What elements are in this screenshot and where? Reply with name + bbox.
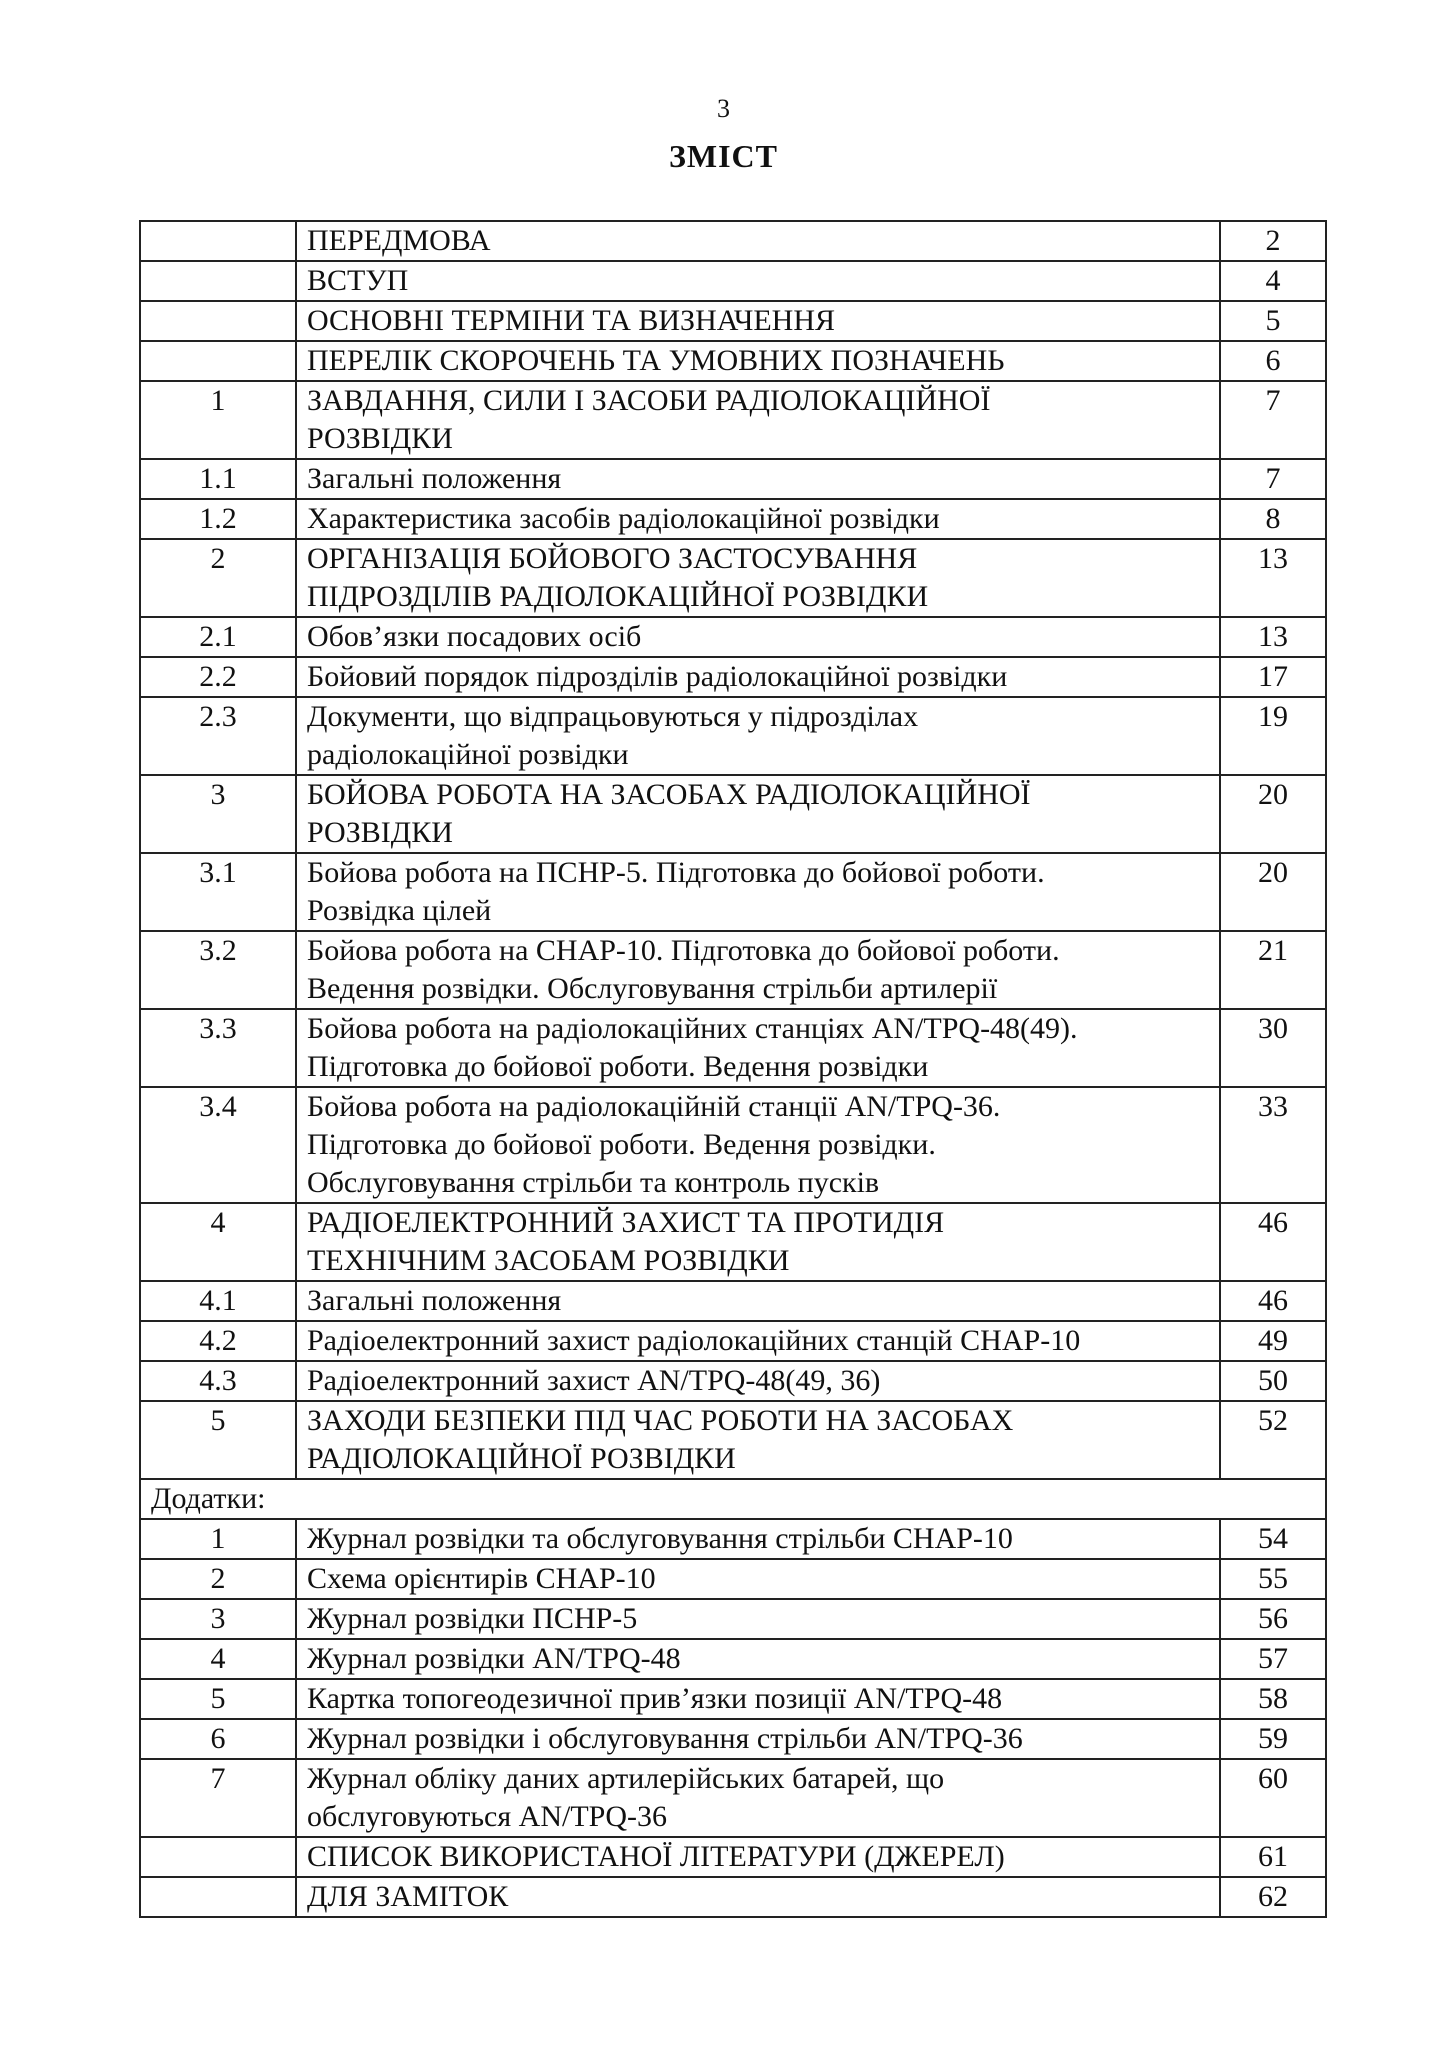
toc-body	[140, 221, 1326, 1917]
toc-row	[140, 381, 1326, 459]
section-title	[296, 697, 1220, 775]
section-number: 2.2	[140, 657, 296, 697]
section-title-line: Радіоелектронний захист радіолокаційних станцій СНАР-10	[307, 1324, 1081, 1357]
section-title-line: Загальні положення	[307, 1284, 562, 1317]
table-of-contents	[139, 220, 1327, 1918]
appendix-label: Додатки:	[140, 1479, 1326, 1519]
toc-row	[140, 221, 1326, 261]
section-title	[296, 341, 1220, 381]
section-title-line: Бойовий порядок підрозділів радіолокаційної розвідки	[307, 660, 1008, 693]
page-ref: 7	[1220, 459, 1326, 499]
section-title-line: Бойова робота на радіолокаційній станції AN/TPQ-36.	[307, 1090, 1001, 1123]
section-title-line: ПЕРЕЛІК СКОРОЧЕНЬ ТА УМОВНИХ ПОЗНАЧЕНЬ	[307, 344, 1005, 377]
closing-row	[140, 1877, 1326, 1917]
toc-row	[140, 301, 1326, 341]
section-title-line: ЗАВДАННЯ, СИЛИ І ЗАСОБИ РАДІОЛОКАЦІЙНОЇ	[307, 384, 991, 417]
section-number: 3	[140, 1599, 296, 1639]
toc-row	[140, 539, 1326, 617]
section-number: 5	[140, 1401, 296, 1479]
section-number: 4	[140, 1639, 296, 1679]
section-title	[296, 853, 1220, 931]
toc-row	[140, 341, 1326, 381]
section-title-line: Ведення розвідки. Обслуговування стрільби артилерії	[307, 972, 998, 1005]
section-title	[296, 1877, 1220, 1917]
page-number: 3	[717, 94, 730, 123]
section-title-line: РАДІОЛОКАЦІЙНОЇ РОЗВІДКИ	[307, 1442, 736, 1475]
section-number	[140, 1877, 296, 1917]
toc-row	[140, 1401, 1326, 1479]
page-ref: 54	[1220, 1519, 1326, 1559]
section-number: 2.3	[140, 697, 296, 775]
toc-row	[140, 459, 1326, 499]
section-title-line: Журнал розвідки та обслуговування стрільби СНАР-10	[307, 1522, 1013, 1555]
section-title-line: Підготовка до бойової роботи. Ведення розвідки.	[307, 1128, 936, 1161]
section-title-line: Обов’язки посадових осіб	[307, 620, 642, 653]
page-ref: 46	[1220, 1203, 1326, 1281]
toc-row	[140, 1361, 1326, 1401]
section-title-line: Підготовка до бойової роботи. Ведення розвідки	[307, 1050, 929, 1083]
section-title-line: радіолокаційної розвідки	[307, 738, 629, 771]
section-title-line: Обслуговування стрільби та контроль пусків	[307, 1166, 880, 1199]
section-title-line: Журнал розвідки і обслуговування стрільби AN/TPQ-36	[307, 1722, 1023, 1755]
page-ref: 2	[1220, 221, 1326, 261]
closing-row	[140, 1837, 1326, 1877]
toc-row	[140, 657, 1326, 697]
page-ref: 13	[1220, 617, 1326, 657]
toc-row	[140, 499, 1326, 539]
toc-row	[140, 697, 1326, 775]
toc-row	[140, 617, 1326, 657]
section-number	[140, 341, 296, 381]
section-title	[296, 539, 1220, 617]
section-title	[296, 775, 1220, 853]
section-number: 1	[140, 381, 296, 459]
page-ref: 60	[1220, 1759, 1326, 1837]
section-title-line: Загальні положення	[307, 462, 562, 495]
section-number: 3	[140, 775, 296, 853]
section-title-line: СПИСОК ВИКОРИСТАНОЇ ЛІТЕРАТУРИ (ДЖЕРЕЛ)	[307, 1840, 1005, 1873]
toc-row	[140, 261, 1326, 301]
section-title-line: ТЕХНІЧНИМ ЗАСОБАМ РОЗВІДКИ	[307, 1244, 790, 1277]
page-ref: 6	[1220, 341, 1326, 381]
section-title	[296, 1203, 1220, 1281]
appendix-row	[140, 1679, 1326, 1719]
section-title-line: Характеристика засобів радіолокаційної розвідки	[307, 502, 940, 535]
section-title-line: БОЙОВА РОБОТА НА ЗАСОБАХ РАДІОЛОКАЦІЙНОЇ	[307, 778, 1031, 811]
page-ref: 20	[1220, 853, 1326, 931]
section-number: 3.3	[140, 1009, 296, 1087]
section-title-line: Розвідка цілей	[307, 894, 492, 927]
toc-row	[140, 1203, 1326, 1281]
section-number: 3.2	[140, 931, 296, 1009]
page-ref: 57	[1220, 1639, 1326, 1679]
section-title-line: ПЕРЕДМОВА	[307, 224, 491, 257]
section-title	[296, 1559, 1220, 1599]
page-ref: 7	[1220, 381, 1326, 459]
page-ref: 59	[1220, 1719, 1326, 1759]
section-number	[140, 301, 296, 341]
section-title-line: ЗАХОДИ БЕЗПЕКИ ПІД ЧАС РОБОТИ НА ЗАСОБАХ	[307, 1404, 1014, 1437]
section-title-line: ОСНОВНІ ТЕРМІНИ ТА ВИЗНАЧЕННЯ	[307, 304, 836, 337]
section-number: 1.2	[140, 499, 296, 539]
section-title-line: Документи, що відпрацьовуються у підрозділах	[307, 700, 919, 733]
section-title	[296, 931, 1220, 1009]
section-title-line: ОРГАНІЗАЦІЯ БОЙОВОГО ЗАСТОСУВАННЯ	[307, 542, 918, 575]
appendix-header-row	[140, 1479, 1326, 1519]
page-ref: 8	[1220, 499, 1326, 539]
toc-row	[140, 1321, 1326, 1361]
section-title	[296, 499, 1220, 539]
section-title-line: Схема орієнтирів СНАР-10	[307, 1562, 656, 1595]
section-number	[140, 261, 296, 301]
page-ref: 13	[1220, 539, 1326, 617]
section-title	[296, 1009, 1220, 1087]
section-number	[140, 1837, 296, 1877]
page-ref: 4	[1220, 261, 1326, 301]
page-ref: 20	[1220, 775, 1326, 853]
section-number: 2.1	[140, 617, 296, 657]
page-ref: 50	[1220, 1361, 1326, 1401]
section-title	[296, 1679, 1220, 1719]
section-title-line: ВСТУП	[307, 264, 409, 297]
section-title	[296, 1087, 1220, 1203]
section-number: 7	[140, 1759, 296, 1837]
page-ref: 46	[1220, 1281, 1326, 1321]
section-number: 4.3	[140, 1361, 296, 1401]
section-title	[296, 261, 1220, 301]
appendix-row	[140, 1559, 1326, 1599]
section-title	[296, 301, 1220, 341]
section-title	[296, 459, 1220, 499]
section-title-line: обслуговуються AN/TPQ-36	[307, 1800, 667, 1833]
section-title-line: Картка топогеодезичної прив’язки позиції AN/TPQ-48	[307, 1682, 1003, 1715]
section-number: 4.1	[140, 1281, 296, 1321]
appendix-row	[140, 1759, 1326, 1837]
appendix-row	[140, 1719, 1326, 1759]
section-number: 6	[140, 1719, 296, 1759]
section-title-line: РОЗВІДКИ	[307, 422, 453, 455]
section-title-line: ПІДРОЗДІЛІВ РАДІОЛОКАЦІЙНОЇ РОЗВІДКИ	[307, 580, 929, 613]
page-ref: 49	[1220, 1321, 1326, 1361]
page-ref: 56	[1220, 1599, 1326, 1639]
section-number: 1	[140, 1519, 296, 1559]
section-title-line: РАДІОЕЛЕКТРОННИЙ ЗАХИСТ ТА ПРОТИДІЯ	[307, 1206, 945, 1239]
section-number	[140, 221, 296, 261]
section-title	[296, 1519, 1220, 1559]
toc-row	[140, 775, 1326, 853]
section-title	[296, 1639, 1220, 1679]
section-title-line: ДЛЯ ЗАМІТОК	[307, 1880, 509, 1913]
page-ref: 55	[1220, 1559, 1326, 1599]
appendix-row	[140, 1599, 1326, 1639]
section-title-line: Журнал розвідки ПСНР-5	[307, 1602, 638, 1635]
section-title	[296, 1361, 1220, 1401]
section-title	[296, 657, 1220, 697]
page-ref: 58	[1220, 1679, 1326, 1719]
section-title-line: Бойова робота на ПСНР-5. Підготовка до бойової роботи.	[307, 856, 1045, 889]
page-ref: 5	[1220, 301, 1326, 341]
section-title	[296, 1837, 1220, 1877]
section-number: 4.2	[140, 1321, 296, 1361]
section-title	[296, 1719, 1220, 1759]
section-title	[296, 1281, 1220, 1321]
page-ref: 21	[1220, 931, 1326, 1009]
page-ref: 19	[1220, 697, 1326, 775]
section-title-line: Бойова робота на СНАР-10. Підготовка до бойової роботи.	[307, 934, 1060, 967]
toc-row	[140, 931, 1326, 1009]
section-number: 2	[140, 539, 296, 617]
page-ref: 33	[1220, 1087, 1326, 1203]
page-ref: 62	[1220, 1877, 1326, 1917]
page-title: ЗМІСТ	[669, 138, 778, 174]
toc-row	[140, 853, 1326, 931]
section-title	[296, 381, 1220, 459]
section-title-line: Бойова робота на радіолокаційних станціях AN/TPQ-48(49).	[307, 1012, 1078, 1045]
section-number: 2	[140, 1559, 296, 1599]
page-ref: 61	[1220, 1837, 1326, 1877]
section-title-line: Радіоелектронний захист AN/TPQ-48(49, 36)	[307, 1364, 881, 1397]
section-number: 4	[140, 1203, 296, 1281]
toc-row	[140, 1087, 1326, 1203]
section-title	[296, 1321, 1220, 1361]
appendix-row	[140, 1519, 1326, 1559]
section-title-line: Журнал обліку даних артилерійських батарей, що	[307, 1762, 945, 1795]
toc-row	[140, 1281, 1326, 1321]
section-title	[296, 1401, 1220, 1479]
section-number: 3.1	[140, 853, 296, 931]
toc-row	[140, 1009, 1326, 1087]
page-ref: 52	[1220, 1401, 1326, 1479]
section-title	[296, 1759, 1220, 1837]
section-title	[296, 1599, 1220, 1639]
section-number: 3.4	[140, 1087, 296, 1203]
section-title	[296, 221, 1220, 261]
appendix-row	[140, 1639, 1326, 1679]
section-title-line: Журнал розвідки AN/TPQ-48	[307, 1642, 681, 1675]
section-number: 5	[140, 1679, 296, 1719]
section-title	[296, 617, 1220, 657]
section-title-line: РОЗВІДКИ	[307, 816, 453, 849]
page-ref: 30	[1220, 1009, 1326, 1087]
page-ref: 17	[1220, 657, 1326, 697]
section-number: 1.1	[140, 459, 296, 499]
